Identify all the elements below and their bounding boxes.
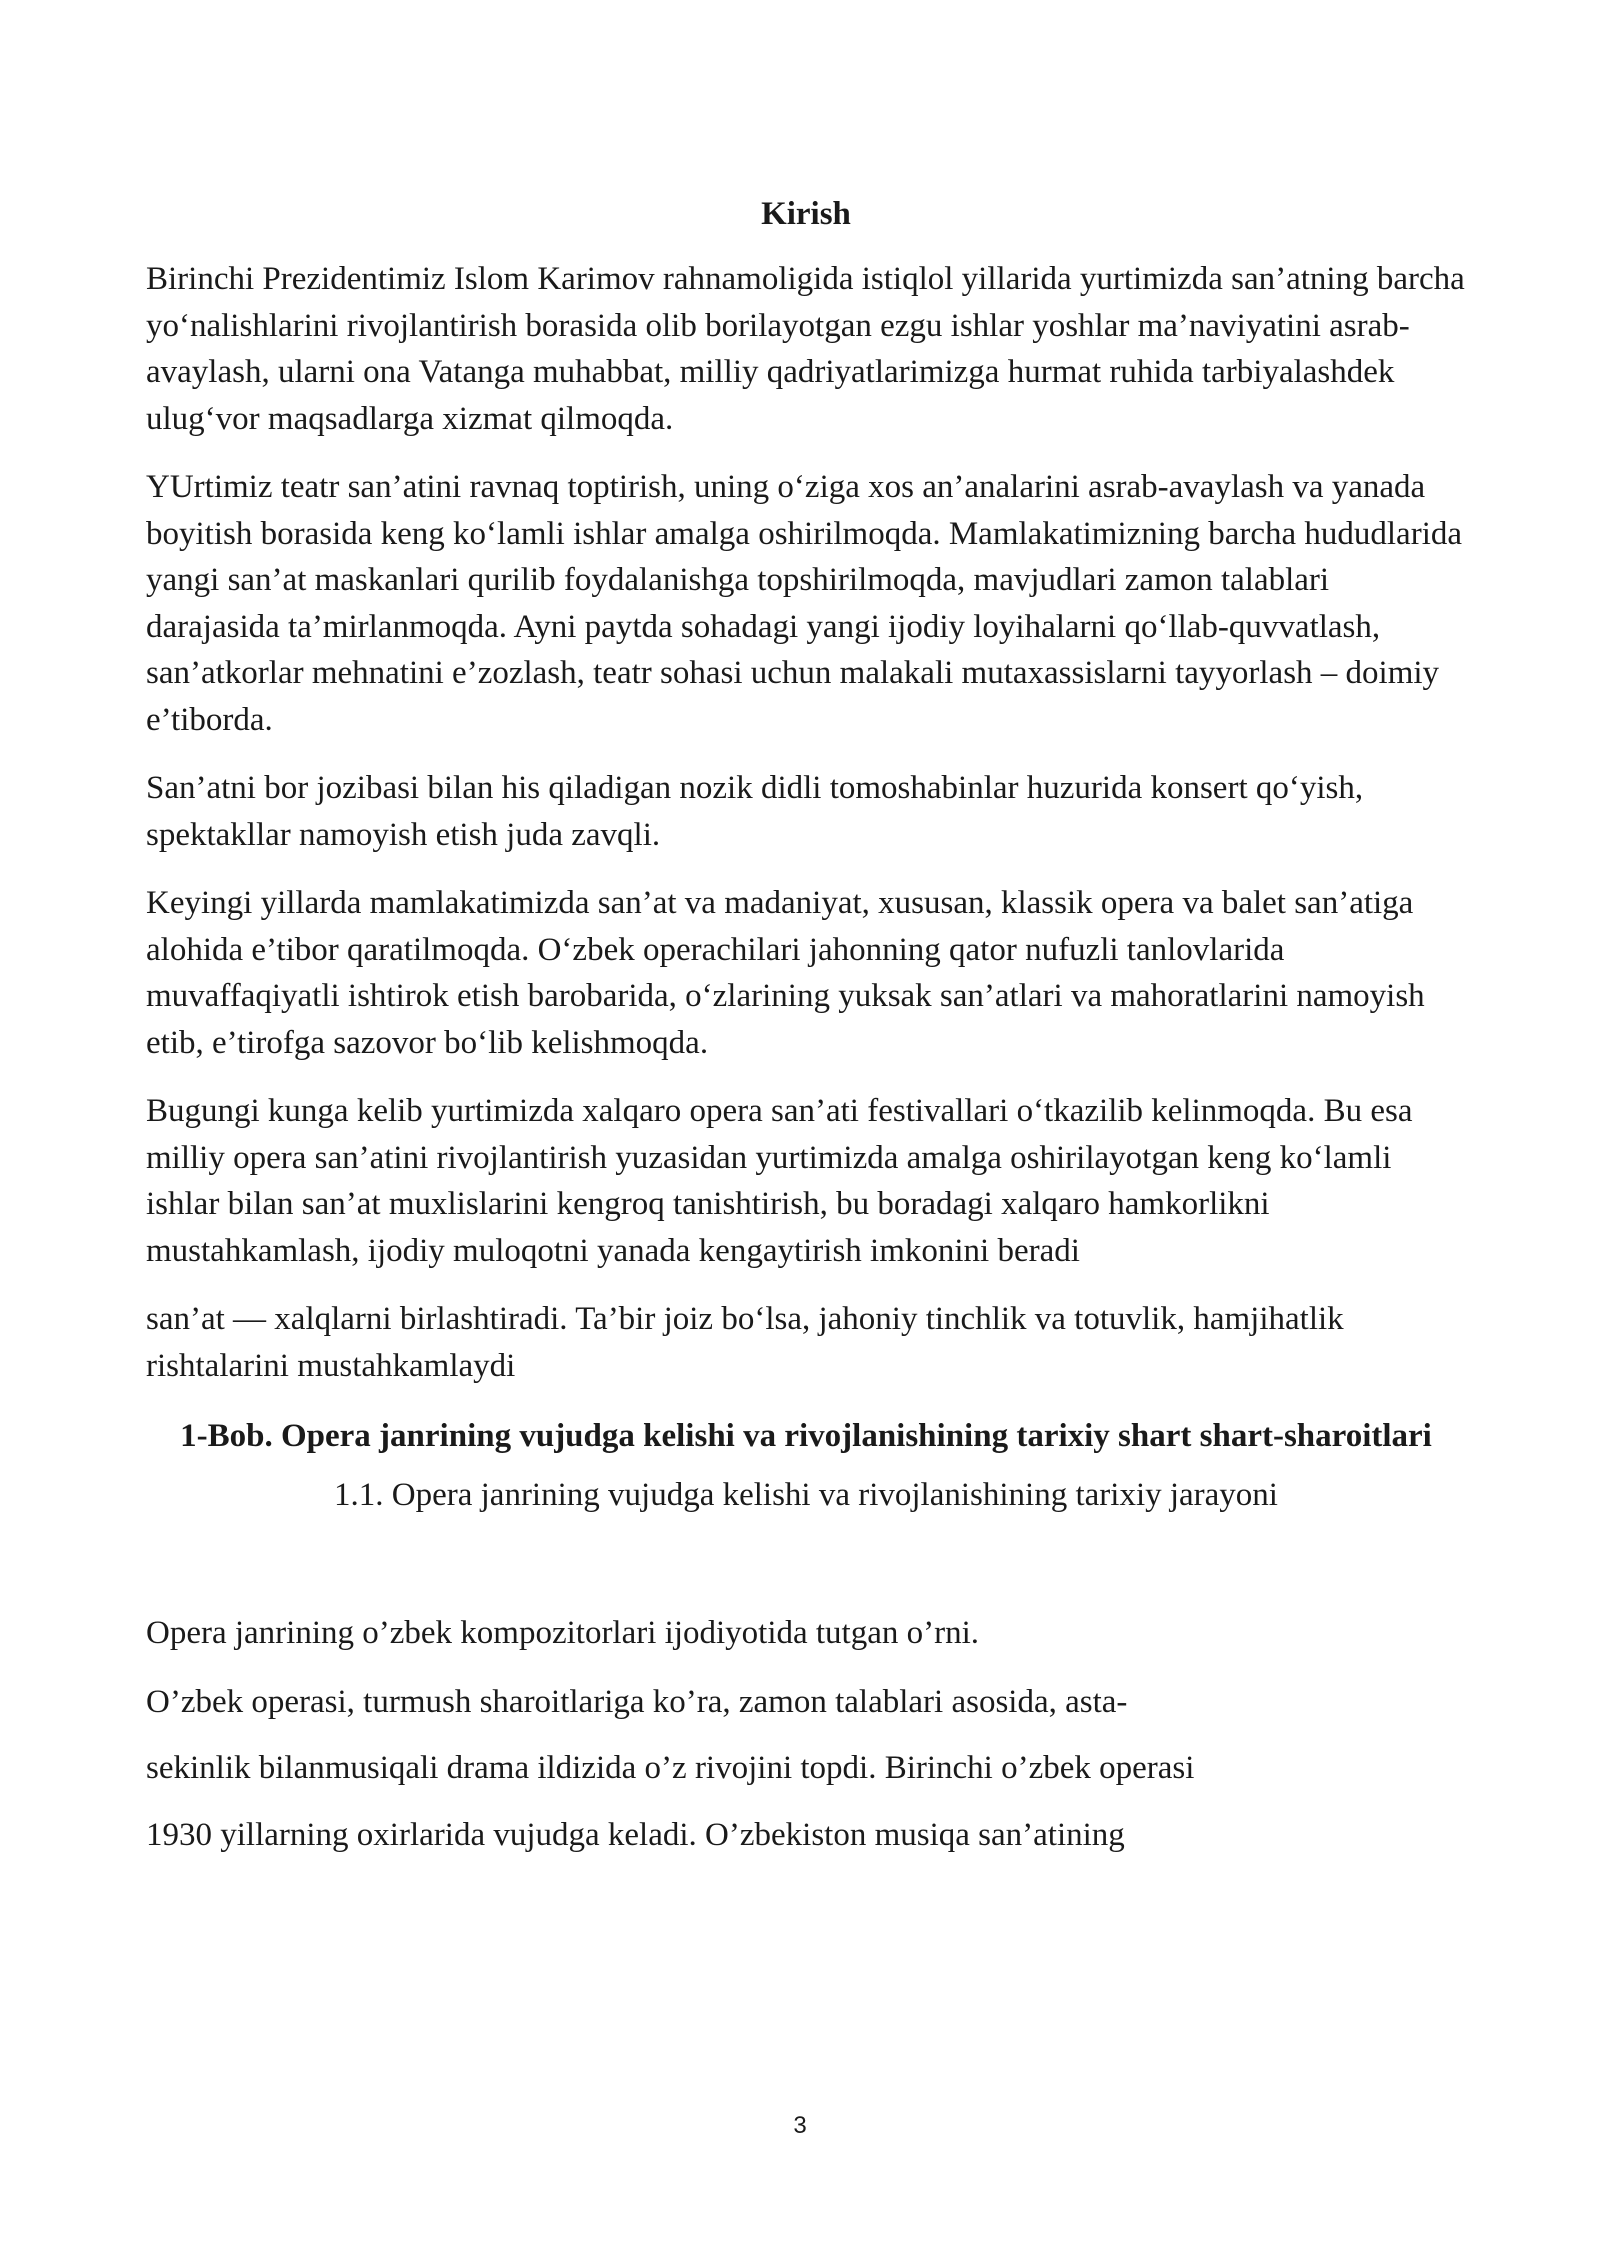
body-line-3: sekinlik bilanmusiqali drama ildizida o’z rivojini topdi. Birinchi o’zbek operasi	[146, 1750, 1195, 1786]
paragraph-6: san’at — xalqlarni birlashtiradi. Ta’bir joiz bo‘lsa, jahoniy tinchlik va totuvlik, hamjihatlik rishtalarini mustahkamlaydi	[146, 1301, 1344, 1384]
paragraph-2: YUrtimiz teatr san’atini ravnaq toptirish, uning o‘ziga xos an’analarini asrab-avaylash va yanada boyitish borasida keng ko‘lamli ishlar amalga oshirilmoqda. Mamlakatimizning barcha hududlarida yangi san’at maskanlari qurilib foydalanishga topshirilmoqda, mavjudlari zamon talablari darajasida ta’mirlanmoqda. Ayni paytda sohadagi yangi ijodiy loyihalarni qo‘llab-quvvatlash, san’atkorlar mehnatini e’zozlash, teatr sohasi uchun malakali mutaxassislarni tayyorlash – doimiy e’tiborda.	[146, 469, 1463, 738]
body-line-4: 1930 yillarning oxirlarida vujudga keladi. O’zbekiston musiqa san’atining	[146, 1816, 1125, 1853]
document-page	[146, 190, 1466, 1878]
chapter-heading: 1-Bob. Opera janrining vujudga kelishi va rivojlanishining tarixiy shart shart-sharoitlari	[180, 1418, 1432, 1454]
paragraph-5: Bugungi kunga kelib yurtimizda xalqaro opera san’ati festivallari o‘tkazilib kelinmoqda. Bu esa milliy opera san’atini rivojlantirish yuzasidan yurtimizda amalga oshirilayotgan keng ko‘lamli ishlar bilan san’at muxlislarini kengroq tanishtirish, bu boradagi xalqaro hamkorlikni mustahkamlash, ijodiy muloqotni yanada kengaytirish imkonini beradi	[146, 1093, 1413, 1269]
paragraph-1: Birinchi Prezidentimiz Islom Karimov rahnamoligida istiqlol yillarida yurtimizda san’atning barcha yo‘nalishlarini rivojlantirish borasida olib borilayotgan ezgu ishlar yoshlar ma’naviyatini asrab-avaylash, ularni ona Vatanga muhabbat, milliy qadriyatlarimizga hurmat ruhida tarbiyalashdek ulug‘vor maqsadlarga xizmat qilmoqda.	[146, 261, 1465, 437]
page-title: Kirish	[761, 196, 851, 232]
page-number: 3	[793, 2112, 807, 2139]
paragraph-3: San’atni bor jozibasi bilan his qiladigan nozik didli tomoshabinlar huzurida konsert qo‘yish, spektakllar namoyish etish juda zavqli.	[146, 770, 1364, 853]
body-line-2: O’zbek operasi, turmush sharoitlariga ko’ra, zamon talablari asosida, asta-	[146, 1683, 1128, 1720]
paragraph-4: Keyingi yillarda mamlakatimizda san’at va madaniyat, xususan, klassik opera va balet san’atiga alohida e’tibor qaratilmoqda. O‘zbek operachilari jahonning qator nufuzli tanlovlarida muvaffaqiyatli ishtirok etish barobarida, o‘zlarining yuksak san’atlari va mahoratlarini namoyish etib, e’tirofga sazovor bo‘lib kelishmoqda.	[146, 885, 1425, 1061]
body-line-1: Opera janrining o’zbek kompozitorlari ijodiyotida tutgan o’rni.	[146, 1615, 980, 1651]
section-heading: 1.1. Opera janrining vujudga kelishi va rivojlanishining tarixiy jarayoni	[334, 1476, 1278, 1513]
